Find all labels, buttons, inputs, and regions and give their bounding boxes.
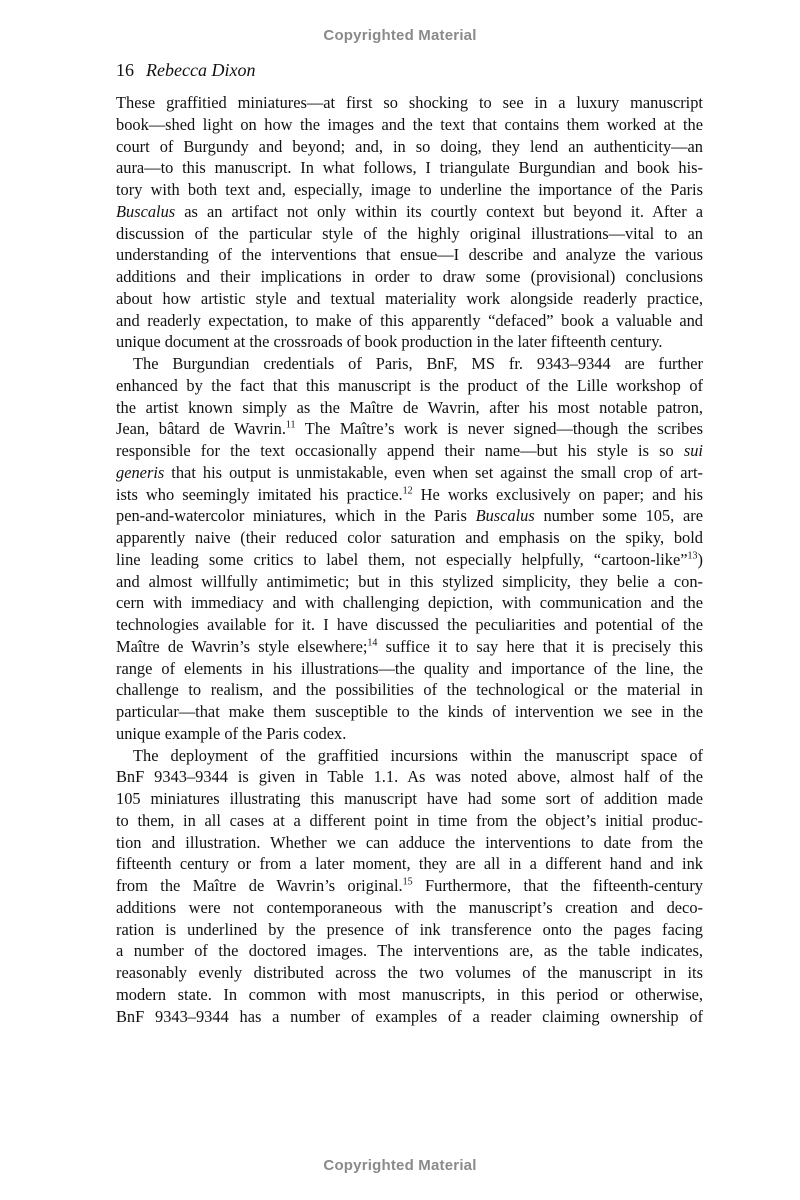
text-line <box>116 484 703 506</box>
text-line <box>116 92 703 114</box>
text-segment: The deployment of the graffitied incursions within the manuscript space of <box>133 745 703 765</box>
text-segment: modern state. In common with most manuscripts, in this period or otherwise, <box>116 984 703 1004</box>
text-line <box>116 201 703 223</box>
text-line <box>116 897 703 919</box>
text-segment: about how artistic style and textual materiality work alongside readerly practice, <box>116 288 703 308</box>
text-line <box>116 853 703 875</box>
text-segment: line leading some critics to label them, not especially helpfully, “cartoon-like” <box>116 549 688 569</box>
footnote-ref[interactable]: 13 <box>687 550 698 562</box>
text-line <box>116 288 703 310</box>
text-line <box>116 658 703 680</box>
text-segment: aura—to this manuscript. In what follows, I triangulate Burgundian and book his- <box>116 158 703 178</box>
text-line <box>116 549 703 571</box>
text-segment: court of Burgundy and beyond; and, in so doing, they lend an authenticity—an <box>116 136 703 156</box>
text-segment: reasonably evenly distributed across the two volumes of the manuscript in its <box>116 963 703 982</box>
text-segment: cern with immediacy and with challenging depiction, with communication and the <box>116 593 703 613</box>
text-segment: from the Maître de Wavrin’s original. <box>116 876 403 895</box>
text-segment: ration is underlined by the presence of ink transference onto the pages facing <box>116 919 703 939</box>
text-segment: the artist known simply as the Maître de Wavrin, after his most notable patron, <box>116 397 703 417</box>
footnote-ref[interactable]: 12 <box>402 485 413 497</box>
text-line <box>116 266 703 288</box>
text-line <box>116 440 703 462</box>
text-line <box>116 875 703 897</box>
text-segment: Maître de Wavrin’s style elsewhere; <box>116 636 368 656</box>
text-segment: responsible for the text occasionally append their name—but his style is so <box>116 441 684 460</box>
text-segment: apparently naive (their reduced color saturation and emphasis on the spiky, bold <box>116 528 703 547</box>
italic-text: Buscalus <box>475 506 535 526</box>
italic-text: Buscalus <box>116 201 176 221</box>
text-line <box>116 505 703 527</box>
text-segment: suffice it to say here that it is precisely this <box>377 636 703 656</box>
copyright-notice-bottom: Copyrighted Material <box>323 1157 477 1174</box>
text-segment: ists who seemingly imitated his practice. <box>116 484 403 504</box>
text-segment: These graffitied miniatures—at first so shocking to see in a luxury manuscript <box>116 93 703 112</box>
text-line <box>116 462 703 484</box>
text-line <box>116 832 703 854</box>
text-line <box>116 766 703 788</box>
text-line <box>116 723 703 745</box>
text-line <box>116 679 703 701</box>
text-line <box>116 114 703 136</box>
text-segment: enhanced by the fact that this manuscript is the product of the Lille workshop of <box>116 375 703 395</box>
footnote-ref[interactable]: 15 <box>402 876 413 888</box>
text-segment: a number of the doctored images. The interventions are, as the table indicates, <box>116 941 703 961</box>
text-segment: book—shed light on how the images and the text that contains them worked at the <box>116 114 703 134</box>
text-segment: BnF 9343–9344 has a number of examples of a reader claiming ownership of <box>116 1006 703 1026</box>
text-line <box>116 223 703 245</box>
text-segment: particular—that make them susceptible to the kinds of intervention we see in the <box>116 702 703 721</box>
text-segment: Jean, bâtard de Wavrin. <box>116 419 286 439</box>
footnote-ref[interactable]: 11 <box>285 419 296 431</box>
text-line <box>116 157 703 179</box>
copyright-notice-top: Copyrighted Material <box>323 27 477 44</box>
text-segment: ) <box>697 549 703 569</box>
text-line <box>116 179 703 201</box>
text-segment: understanding of the interventions that ensue—I describe and analyze the various <box>116 245 703 265</box>
text-line <box>116 527 703 549</box>
running-head-author: Rebecca Dixon <box>146 60 256 80</box>
text-segment: tory with both text and, especially, image to underline the importance of the Paris <box>116 180 703 199</box>
text-segment: range of elements in his illustrations—the quality and importance of the line, the <box>116 658 703 678</box>
text-line <box>116 244 703 266</box>
text-line <box>116 745 703 767</box>
text-segment: additions and their implications in order to draw some (provisional) conclusions <box>116 267 703 286</box>
text-line <box>116 397 703 419</box>
text-line <box>116 353 703 375</box>
text-line <box>116 331 703 353</box>
text-segment: that his output is unmistakable, even when set against the small crop of art- <box>164 462 703 482</box>
text-segment: and readerly expectation, to make of this apparently “defaced” book a valuable and <box>116 310 703 330</box>
text-line <box>116 136 703 158</box>
text-line <box>116 1006 703 1028</box>
text-segment: Furthermore, that the fifteenth-century <box>412 876 703 895</box>
text-line <box>116 592 703 614</box>
text-segment: fifteenth century or from a later moment, they are all in a different hand and ink <box>116 854 703 874</box>
text-segment: discussion of the particular style of the highly original illustrations—vital to an <box>116 223 703 243</box>
footnote-ref[interactable]: 14 <box>367 637 378 649</box>
text-line <box>116 310 703 332</box>
text-line <box>116 962 703 984</box>
text-line <box>116 810 703 832</box>
text-segment: The Burgundian credentials of Paris, BnF, MS fr. 9343–9344 are further <box>133 354 703 373</box>
text-segment: technologies available for it. I have discussed the peculiarities and potential of the <box>116 615 703 634</box>
running-head <box>116 59 255 81</box>
text-line <box>116 571 703 593</box>
text-segment: pen-and-watercolor miniatures, which in the Paris <box>116 506 476 526</box>
italic-text: generis <box>116 462 165 482</box>
text-line <box>116 701 703 723</box>
text-segment: number some 105, are <box>534 506 703 526</box>
text-line <box>116 375 703 397</box>
text-line <box>116 984 703 1006</box>
text-segment: and almost willfully antimimetic; but in this stylized simplicity, they belie a con- <box>116 571 703 591</box>
text-line <box>116 788 703 810</box>
page-number: 16 <box>116 60 134 80</box>
italic-text: sui <box>683 441 703 460</box>
text-segment: He works exclusively on paper; and his <box>412 484 703 504</box>
text-line <box>116 940 703 962</box>
text-line <box>116 636 703 658</box>
text-segment: tion and illustration. Whether we can adduce the interventions to date from the <box>116 832 703 852</box>
text-segment: challenge to realism, and the possibilities of the technological or the material in <box>116 680 703 700</box>
text-line <box>116 418 703 440</box>
text-segment: unique document at the crossroads of book production in the later fifteenth century. <box>116 332 663 352</box>
body-text <box>116 92 703 1027</box>
text-line <box>116 614 703 636</box>
text-segment: additions were not contemporaneous with the manuscript’s creation and deco- <box>116 897 703 917</box>
text-segment: unique example of the Paris codex. <box>116 723 347 743</box>
text-segment: 105 miniatures illustrating this manuscript have had some sort of addition made <box>116 789 703 808</box>
text-segment: as an artifact not only within its courtly context but beyond it. After a <box>175 201 703 221</box>
text-segment: The Maître’s work is never signed—though the scribes <box>295 419 704 439</box>
text-segment: BnF 9343–9344 is given in Table 1.1. As was noted above, almost half of the <box>116 767 703 787</box>
text-line <box>116 919 703 941</box>
text-segment: to them, in all cases at a different point in time from the object’s initial produc- <box>116 810 703 830</box>
